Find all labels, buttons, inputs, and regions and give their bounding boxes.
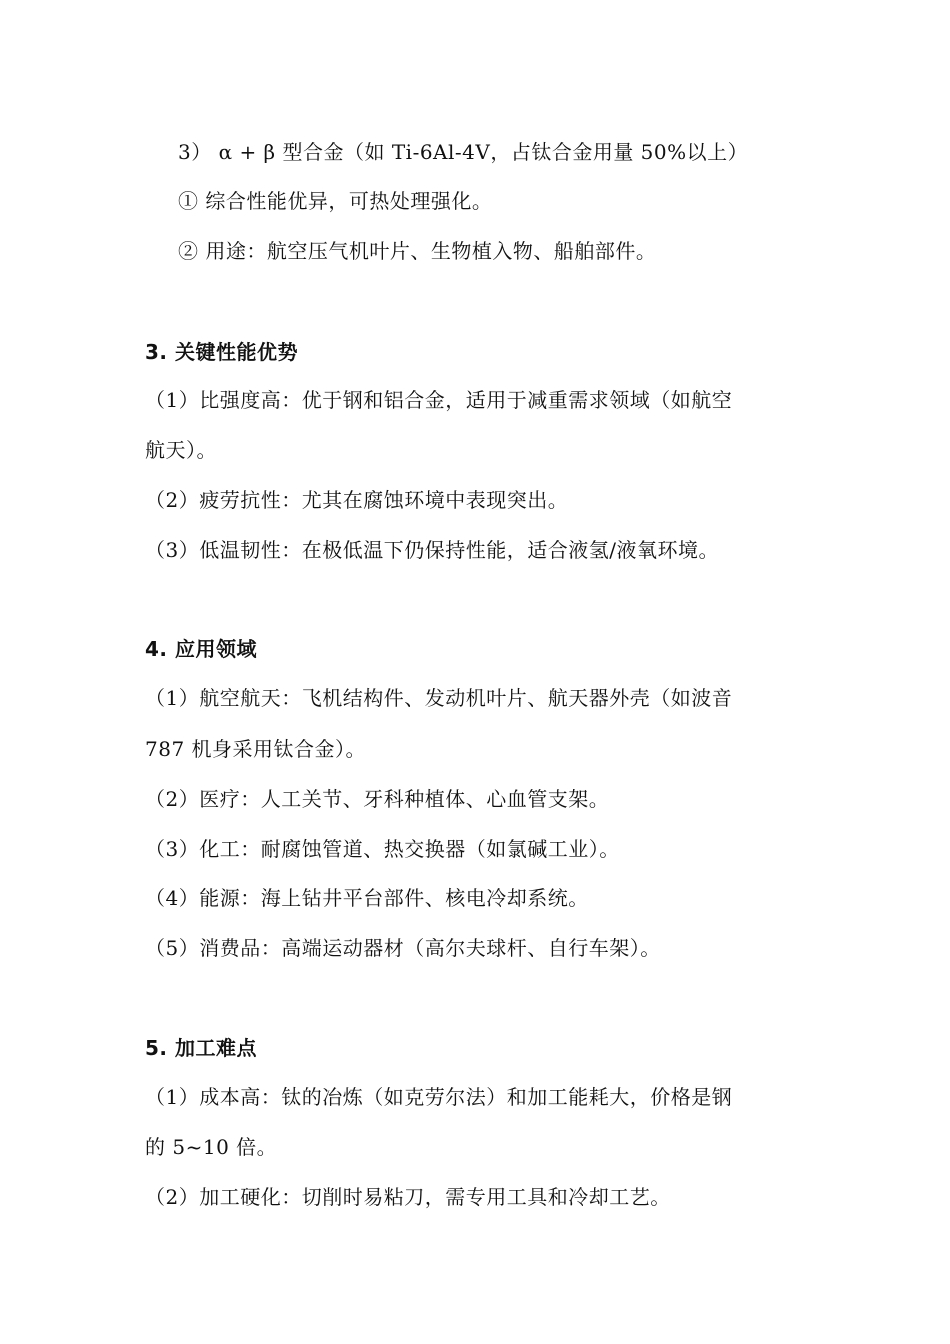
section-4-heading: 4. 应用领域 bbox=[145, 637, 257, 661]
alloy-type-title: 3） α + β 型合金（如 Ti-6Al-4V，占钛合金用量 50%以上） bbox=[178, 140, 749, 164]
section-5-heading: 5. 加工难点 bbox=[145, 1036, 257, 1060]
section-3-item-2: （2）疲劳抗性：尤其在腐蚀环境中表现突出。 bbox=[145, 488, 569, 512]
section-3-heading: 3. 关键性能优势 bbox=[145, 340, 298, 364]
section-5-item-1-line-2: 的 5~10 倍。 bbox=[145, 1135, 278, 1159]
alloy-point-1: ① 综合性能优异，可热处理强化。 bbox=[178, 189, 493, 213]
section-3-item-1-line-2: 航天）。 bbox=[145, 438, 217, 462]
section-4-item-4: （4）能源：海上钻井平台部件、核电冷却系统。 bbox=[145, 886, 589, 910]
section-4-item-1-line-2: 787 机身采用钛合金）。 bbox=[145, 737, 367, 761]
alloy-point-2: ② 用途：航空压气机叶片、生物植入物、船舶部件。 bbox=[178, 239, 657, 263]
section-4-item-5: （5）消费品：高端运动器材（高尔夫球杆、自行车架）。 bbox=[145, 936, 661, 960]
section-4-item-1-line-1: （1）航空航天：飞机结构件、发动机叶片、航天器外壳（如波音 bbox=[145, 686, 733, 710]
section-5-item-1-line-1: （1）成本高：钛的冶炼（如克劳尔法）和加工能耗大，价格是钢 bbox=[145, 1085, 733, 1109]
section-4-item-2: （2）医疗：人工关节、牙科种植体、心血管支架。 bbox=[145, 787, 610, 811]
section-3-item-1-line-1: （1）比强度高：优于钢和铝合金，适用于减重需求领域（如航空 bbox=[145, 388, 733, 412]
section-3-item-3: （3）低温韧性：在极低温下仍保持性能，适合液氢/液氧环境。 bbox=[145, 538, 719, 562]
section-5-item-2: （2）加工硬化：切削时易粘刀，需专用工具和冷却工艺。 bbox=[145, 1185, 671, 1209]
section-4-item-3: （3）化工：耐腐蚀管道、热交换器（如氯碱工业）。 bbox=[145, 837, 620, 861]
